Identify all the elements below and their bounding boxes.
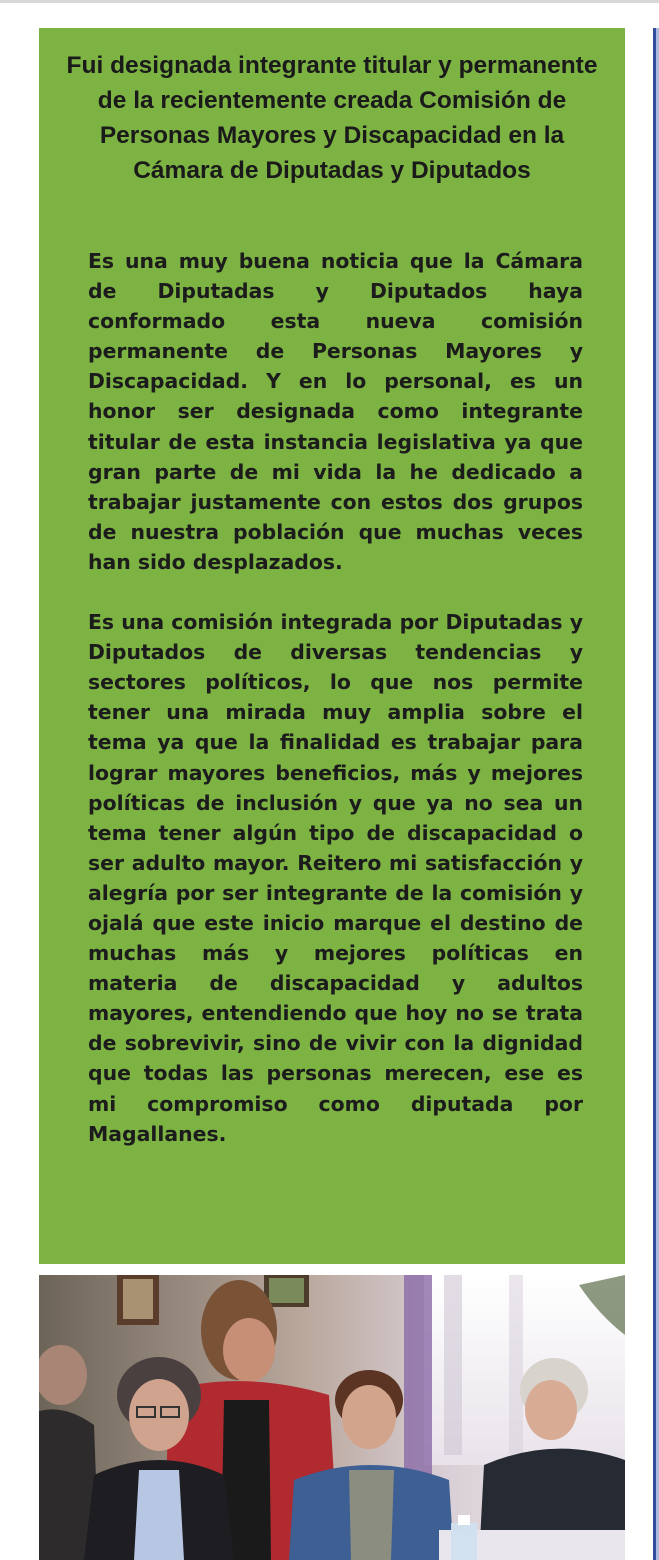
page-top-border bbox=[0, 0, 659, 3]
group-photo bbox=[39, 1275, 625, 1560]
article-paragraph-2: Es una comisión integrada por Diputadas y Diputados de diversas tendencias y sectores políticos, lo que nos permite tener una mirada muy amplia sobre el tema ya que la finalidad es trabajar para lograr mayores beneficios, más y mejores políticas de inclusión y que ya no sea un tema tener algún tipo de discapacidad o ser adulto mayor. Reitero mi satisfacción y alegría por ser integrante de la comisión y ojalá que este inicio marque el destino de muchas más y mejores políticas en materia de discapacidad y adultos mayores, entendiendo que hoy no se trata de sobrevivir, sino de vivir con la dignidad que todas las personas merecen, ese es mi compromiso como diputada por Magallanes. bbox=[88, 610, 583, 1146]
article-body bbox=[88, 246, 583, 1179]
article-paragraph-1: Es una muy buena noticia que la Cámara de Diputadas y Diputados haya conformado esta nueva comisión permanente de Personas Mayores y Discapacidad. Y en lo personal, es un honor ser designada como integrante titular de esta instancia legislativa ya que gran parte de mi vida la he dedicado a trabajar justamente con estos dos grupos de nuestra población que muchas veces han sido desplazados. bbox=[88, 249, 583, 574]
article-headline: Fui designada integrante titular y permanente de la recientemente creada Comisión de Personas Mayores y Discapacidad en la Cámara de Diputadas y Diputados bbox=[66, 52, 598, 184]
group-photo-illustration bbox=[39, 1275, 625, 1560]
